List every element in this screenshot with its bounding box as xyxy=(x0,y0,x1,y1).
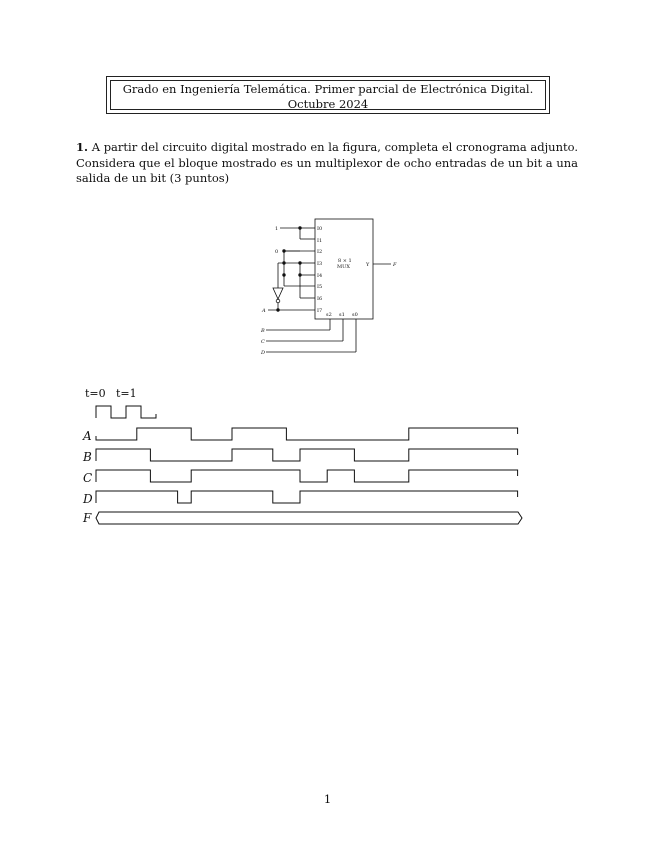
signal-label-c: C xyxy=(83,471,93,485)
page-number: 1 xyxy=(323,792,332,806)
input-c-label: C xyxy=(261,339,265,345)
const-one: 1 xyxy=(275,226,279,232)
mux-label-1: 8 × 1 xyxy=(338,258,352,264)
output-f-bus xyxy=(96,512,522,524)
pin-i5: I5 xyxy=(317,284,323,290)
circuit-diagram xyxy=(266,219,391,352)
signal-label-d: D xyxy=(83,492,93,506)
header-line2: Octubre 2024 xyxy=(287,97,369,111)
signal-label-f: F xyxy=(83,511,92,525)
waveform-c xyxy=(96,470,518,482)
output-f-label: F xyxy=(393,262,397,268)
question-number: 1. xyxy=(76,140,89,154)
pin-i6: I6 xyxy=(317,296,323,302)
mux-label-2: MUX xyxy=(337,264,350,270)
input-d-label: D xyxy=(261,350,266,356)
clock-waveform xyxy=(96,406,156,418)
pin-i4: I4 xyxy=(317,273,323,279)
const-zero: 0 xyxy=(275,249,279,255)
waveform-b xyxy=(96,449,518,461)
pin-s0: s0 xyxy=(352,312,358,318)
pin-y: Y xyxy=(366,262,370,268)
pin-i3: I3 xyxy=(317,261,323,267)
header-line1: Grado en Ingeniería Telemática. Primer parcial de Electrónica Digital. xyxy=(122,82,534,96)
question-text: A partir del circuito digital mostrado en la figura, completa el cronograma adjunto. Considera que el bloque mostrado es un multiplexor de ocho entradas de un bit a una salida de un bit (3 puntos) xyxy=(76,140,578,185)
pin-i2: I2 xyxy=(317,249,323,255)
pin-i0: I0 xyxy=(317,226,323,232)
pin-s1: s1 xyxy=(339,312,345,318)
clock-label-t1: t=1 xyxy=(116,387,137,400)
pin-s2: s2 xyxy=(326,312,332,318)
timing-diagram xyxy=(82,387,522,525)
input-b-label: B xyxy=(261,328,265,334)
waveform-a xyxy=(96,428,518,440)
pin-i7: I7 xyxy=(317,308,323,314)
circuit-labels xyxy=(260,226,397,356)
signal-label-a: A xyxy=(83,429,92,443)
pin-i1: I1 xyxy=(317,238,323,244)
clock-label-t0: t=0 xyxy=(85,387,106,400)
waveform-d xyxy=(96,491,518,503)
input-a-label: A xyxy=(262,308,266,314)
signal-label-b: B xyxy=(83,450,92,464)
